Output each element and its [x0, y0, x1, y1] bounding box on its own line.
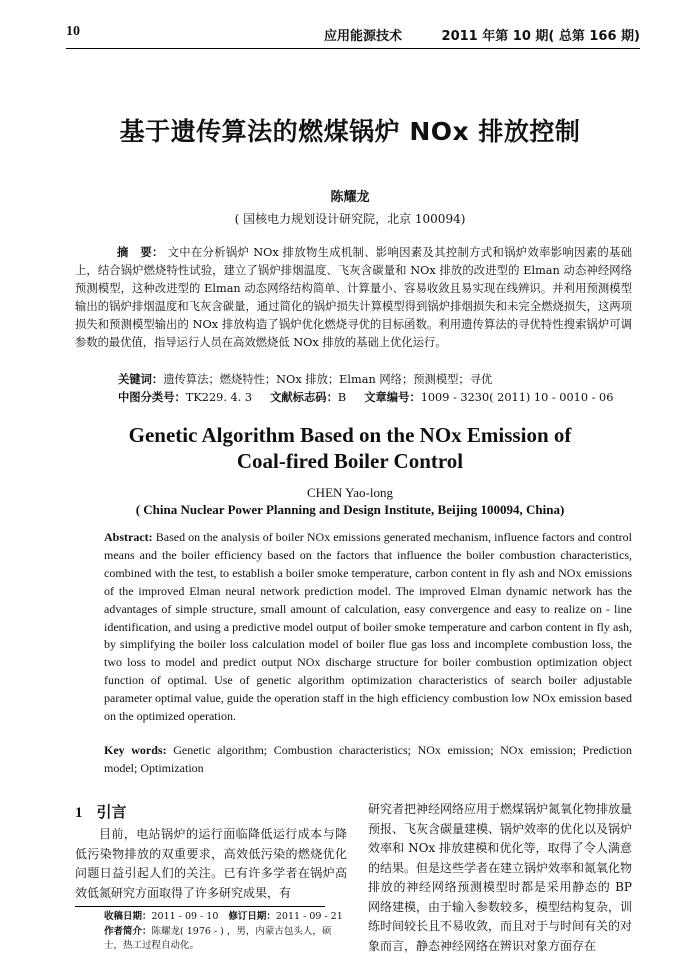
revised-value: 2011 - 09 - 21: [275, 911, 343, 922]
footnote-rule: [75, 906, 325, 907]
journal-name: 应用能源技术: [324, 29, 403, 44]
english-title-line1: Genetic Algorithm Based on the NOx Emission of: [128, 423, 572, 447]
clc-label: 中图分类号：: [118, 391, 186, 404]
english-title-line2: Coal-fired Boiler Control: [236, 449, 464, 473]
chinese-keywords-text: 遗传算法；燃烧特性；NOx 排放；Elman 网络；预测模型；寻优: [163, 373, 493, 386]
english-author: CHEN Yao-long: [307, 485, 393, 500]
clc-value: TK229. 4. 3: [185, 391, 253, 404]
chinese-title: 基于遗传算法的燃煤锅炉 NOx 排放控制: [119, 117, 581, 146]
chinese-affiliation: ( 国核电力规划设计研究院，北京 100094): [234, 212, 466, 226]
english-abstract: [104, 529, 632, 726]
page-number: 10: [66, 24, 80, 39]
article-number-label: 文章编号：: [364, 391, 421, 404]
received-value: 2011 - 09 - 10: [151, 911, 219, 922]
doc-code-label: 文献标志码：: [270, 391, 338, 404]
chinese-keywords-label: 关键词：: [118, 373, 164, 386]
chinese-abstract-text: 文中在分析锅炉 NOx 排放物生成机制、影响因素及其控制方式和锅炉效率影响因素的基础上，结合锅炉燃烧特性试验，建立了锅炉排烟温度、飞灰含碳量和 NOx 排放的改进型的 Elman 动态神经网络预测模型，这种改进型的 Elman 动态网络结构简单、计算量小、容易收敛且易实现在线辨识。并利用预测模型输出的锅炉排烟温度和飞灰含碳量，通过简化的锅炉损失计算模型得到锅炉排烟损失和未完全燃烧损失，这两项损失和预测模型输出的 NOx 排放构造了锅炉优化燃烧寻优的目标函数。利用遗传算法的寻优特性搜索锅炉可调参数的最优值，指导运行人员在高效燃烧低 NOx 排放的基础上优化运行。: [75, 246, 632, 349]
english-abstract-label: Abstract:: [104, 530, 153, 544]
revised-label: 修订日期：: [228, 911, 276, 922]
header-rule: [66, 48, 640, 49]
english-keywords: [104, 742, 632, 778]
section-title: 引言: [96, 803, 127, 821]
english-abstract-text: Based on the analysis of boiler NOx emissions generated mechanism, influence factors and control means and the boiler efficiency based on the factors that influence the boiler combustion characteristics, combined with the test, to establish a boiler smoke temperature, carbon content in fly ash and NOx emissions of the improved Elman neural network prediction model. The improved Elman dynamic network has the advantages of simple structure, small amount of calculation, easy convergence and easy to realize on - line identification, and using a predictive model output of boiler smoke temperature and carbon content in fly ash, by simplifying the boiler loss calculation model of boiler flue gas loss and incomplete combustion loss, the two loss to model and predict output NOx discharge structure for boiler combustion optimization object function of optimal. Use of genetic algorithm optimization characteristics of search boiler adjustable parameter optimal value, guide the operation staff in the high efficiency combustion low NOx emission based on the optimized operation.: [104, 530, 633, 724]
footnote-dates: [104, 910, 344, 924]
english-affiliation: ( China Nuclear Power Planning and Design Institute, Beijing 100094, China): [135, 502, 565, 517]
chinese-abstract-label: 摘 要：: [117, 246, 164, 259]
body-right-column: 研究者把神经网络应用于燃煤锅炉氮氧化物排放量预报、飞灰含碳量建模、锅炉效率的优化以及锅炉效率和 NOx 排放建模和优化等，取得了令人满意的结果。但是这些学者在建立锅炉效率和氮氧化物排放的神经网络预测模型时都是采用静态的 BP 网络建模，由于输入参数较多，模型结构复杂，训练时间较长且不易收敛，而且对于与时间有关的对象而言，静态神经网络在辨识对象方面存在: [368, 802, 633, 953]
english-title: [60, 422, 640, 474]
doc-code-value: B: [337, 391, 347, 404]
body-left-column: 目前，电站锅炉的运行面临降低运行成本与降低污染物排放的双重要求，高效低污染的燃烧优化问题日益引起人们的关注。已有许多学者在锅炉高效低氮研究方面取得了许多研究成果，有: [75, 827, 347, 900]
section-number: 1: [75, 805, 83, 821]
chinese-abstract: [75, 244, 632, 352]
running-header: [66, 22, 640, 44]
english-keywords-label: Key words:: [104, 743, 167, 757]
footnote-author-bio: [104, 925, 344, 952]
classification-line: [118, 389, 613, 405]
bio-text: 陈耀龙( 1976 - ) ，男，内蒙古包头人，硕士，热工过程自动化。: [104, 926, 332, 951]
chinese-keywords: [118, 371, 492, 387]
bio-label: 作者简介：: [104, 926, 152, 937]
received-label: 收稿日期：: [104, 911, 152, 922]
chinese-author: 陈耀龙: [330, 190, 370, 205]
english-keywords-text: Genetic algorithm; Combustion characteristics; NOx emission; NOx emission; Prediction model; Optimization: [104, 743, 633, 775]
article-number-value: 1009 - 3230( 2011) 10 - 0010 - 06: [420, 391, 614, 404]
section-heading: [75, 801, 127, 822]
issue-info: 2011 年第 10 期( 总第 166 期): [441, 29, 640, 44]
